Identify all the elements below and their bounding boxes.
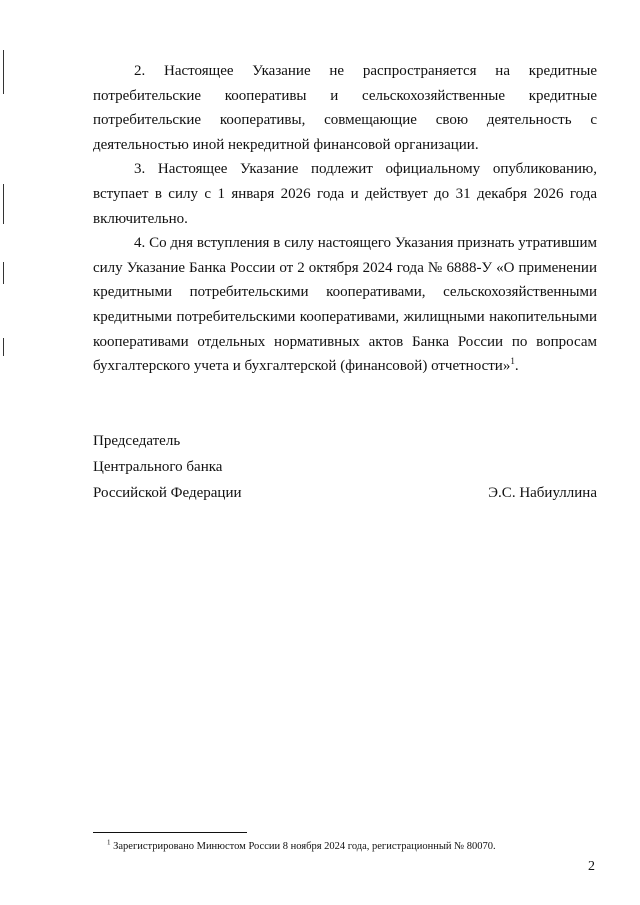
paragraph-2 <box>93 59 597 157</box>
scan-margin-mark <box>3 262 4 284</box>
paragraph-3 <box>93 157 597 231</box>
signatory-title-line-2: Центрального банка <box>93 459 223 475</box>
footnote-reference[interactable]: 1 <box>510 356 515 367</box>
document-body <box>93 59 597 379</box>
scan-margin-mark <box>3 50 4 94</box>
paragraph-3-text: 3. Настоящее Указание подлежит официальному опубликованию, вступает в силу с 1 января 2026 года и действует до 31 декабря 2026 года включительно. <box>93 161 597 227</box>
footnote <box>107 840 496 853</box>
scan-margin-mark <box>3 338 4 356</box>
signatory-title-line-3: Российской Федерации <box>93 485 242 501</box>
signatory-title-line-1: Председатель <box>93 433 181 449</box>
footnote-text: Зарегистрировано Минюстом России 8 ноября 2024 года, регистрационный № 80070. <box>110 841 496 852</box>
signatory-name: Э.С. Набиуллина <box>488 485 597 501</box>
signature-block <box>93 428 597 506</box>
page-number: 2 <box>588 859 595 874</box>
footnote-marker: 1 <box>107 838 111 847</box>
paragraph-4 <box>93 231 597 379</box>
signatory-row <box>93 480 597 506</box>
footnote-separator <box>93 832 247 833</box>
paragraph-4-text: 4. Со дня вступления в силу настоящего Указания признать утратившим силу Указание Банка России от 2 октября 2024 года № 6888-У «О применении кредитными потребительскими кооперативами, сельскохозяйственными кредитными потребительскими кооперативами, жилищными накопительными кооперативами отдельных нормативных актов Банка России по вопросам бухгалтерского учета и бухгалтерской (финансовой) отчетности» <box>93 235 597 375</box>
scan-margin-mark <box>3 184 4 224</box>
paragraph-4-end: . <box>514 358 519 375</box>
paragraph-2-text: 2. Настоящее Указание не распространяется на кредитные потребительские кооперативы и сельскохозяйственные кредитные потребительские кооперативы, совмещающие свою деятельность с деятельностью иной некредитной финансовой организации. <box>93 63 597 153</box>
